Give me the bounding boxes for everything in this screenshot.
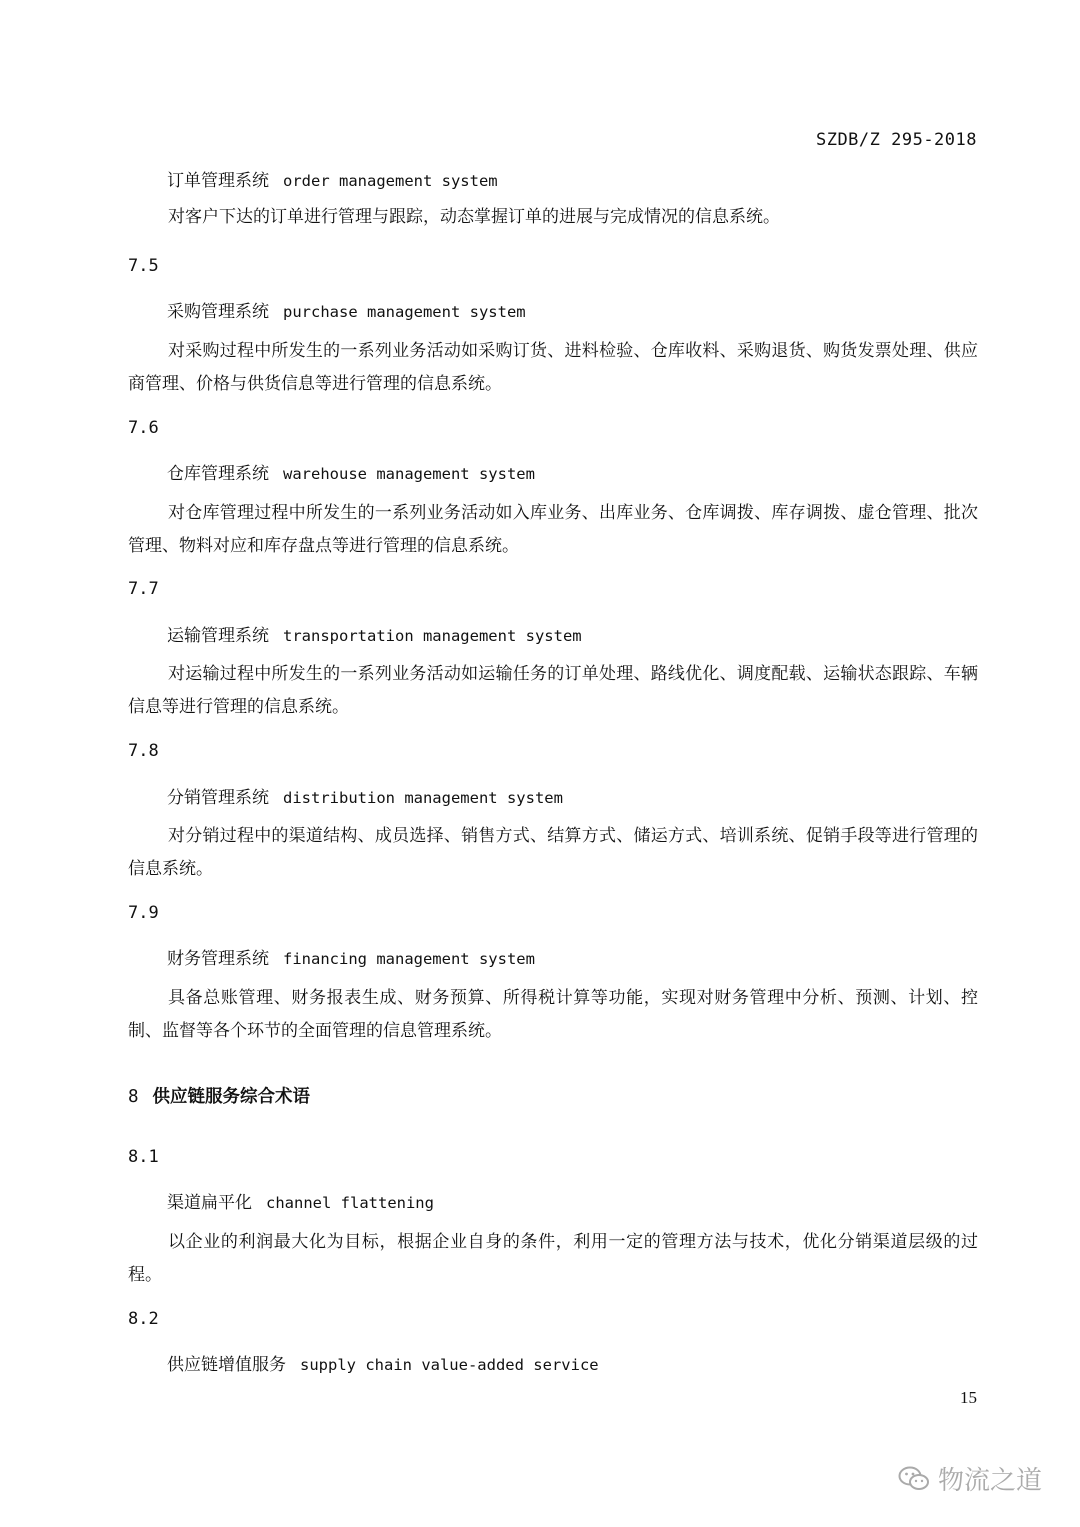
clause-number: 8.1: [128, 1147, 159, 1167]
document-code: SZDB/Z 295-2018: [815, 130, 977, 150]
term-definition: 具备总账管理、财务报表生成、财务预算、所得税计算等功能，实现对财务管理中分析、预测、计划、控制、监督等各个环节的全面管理的信息管理系统。: [128, 988, 978, 1041]
term-zh: 供应链增值服务: [167, 1355, 286, 1375]
term-en: channel flattening: [266, 1194, 434, 1212]
term-heading: [167, 944, 535, 969]
section-title: 供应链服务综合术语: [152, 1087, 311, 1107]
term-definition: 对分销过程中的渠道结构、成员选择、销售方式、结算方式、储运方式、培训系统、促销手段等进行管理的信息系统。: [128, 826, 978, 879]
term-definition: 对仓库管理过程中所发生的一系列业务活动如入库业务、出库业务、仓库调拨、库存调拨、虚仓管理、批次管理、物料对应和库存盘点等进行管理的信息系统。: [128, 503, 978, 556]
clause-number: 7.9: [128, 903, 159, 923]
clause-number: 8.2: [128, 1309, 159, 1329]
term-heading: [167, 621, 582, 646]
page-number: 15: [960, 1388, 977, 1407]
term-heading: [167, 783, 563, 808]
term-en: purchase management system: [283, 303, 526, 321]
term-heading: [167, 459, 535, 484]
term-zh: 财务管理系统: [167, 949, 269, 969]
term-en: financing management system: [283, 950, 535, 968]
term-definition: 以企业的利润最大化为目标，根据企业自身的条件，利用一定的管理方法与技术，优化分销渠道层级的过程。: [128, 1232, 978, 1285]
term-zh: 渠道扁平化: [167, 1193, 252, 1213]
clause-number: 7.8: [128, 741, 159, 761]
term-definition: 对客户下达的订单进行管理与跟踪，动态掌握订单的进展与完成情况的信息系统。: [168, 207, 780, 227]
term-zh: 订单管理系统: [167, 171, 269, 191]
term-en: transportation management system: [283, 627, 582, 645]
term-en: distribution management system: [283, 789, 563, 807]
term-zh: 分销管理系统: [167, 788, 269, 808]
watermark: [898, 1460, 1042, 1497]
term-heading: [167, 166, 498, 191]
term-definition: 对采购过程中所发生的一系列业务活动如采购订货、进料检验、仓库收料、采购退货、购货发票处理、供应商管理、价格与供货信息等进行管理的信息系统。: [128, 341, 978, 394]
term-zh: 运输管理系统: [167, 626, 269, 646]
clause-number: 7.5: [128, 256, 159, 276]
watermark-text: 物流之道: [937, 1466, 1042, 1496]
wechat-icon: [898, 1465, 930, 1493]
term-heading: [167, 1350, 599, 1375]
term-zh: 仓库管理系统: [167, 464, 269, 484]
section-heading: [128, 1083, 310, 1108]
term-en: supply chain value-added service: [300, 1356, 599, 1374]
clause-number: 7.7: [128, 579, 159, 599]
term-heading: [167, 297, 526, 322]
term-en: order management system: [283, 172, 498, 190]
term-zh: 采购管理系统: [167, 302, 269, 322]
term-heading: [167, 1188, 434, 1213]
clause-number: 7.6: [128, 418, 159, 438]
term-definition: 对运输过程中所发生的一系列业务活动如运输任务的订单处理、路线优化、调度配载、运输状态跟踪、车辆信息等进行管理的信息系统。: [128, 664, 978, 717]
section-number: 8: [128, 1087, 139, 1107]
term-en: warehouse management system: [283, 465, 535, 483]
